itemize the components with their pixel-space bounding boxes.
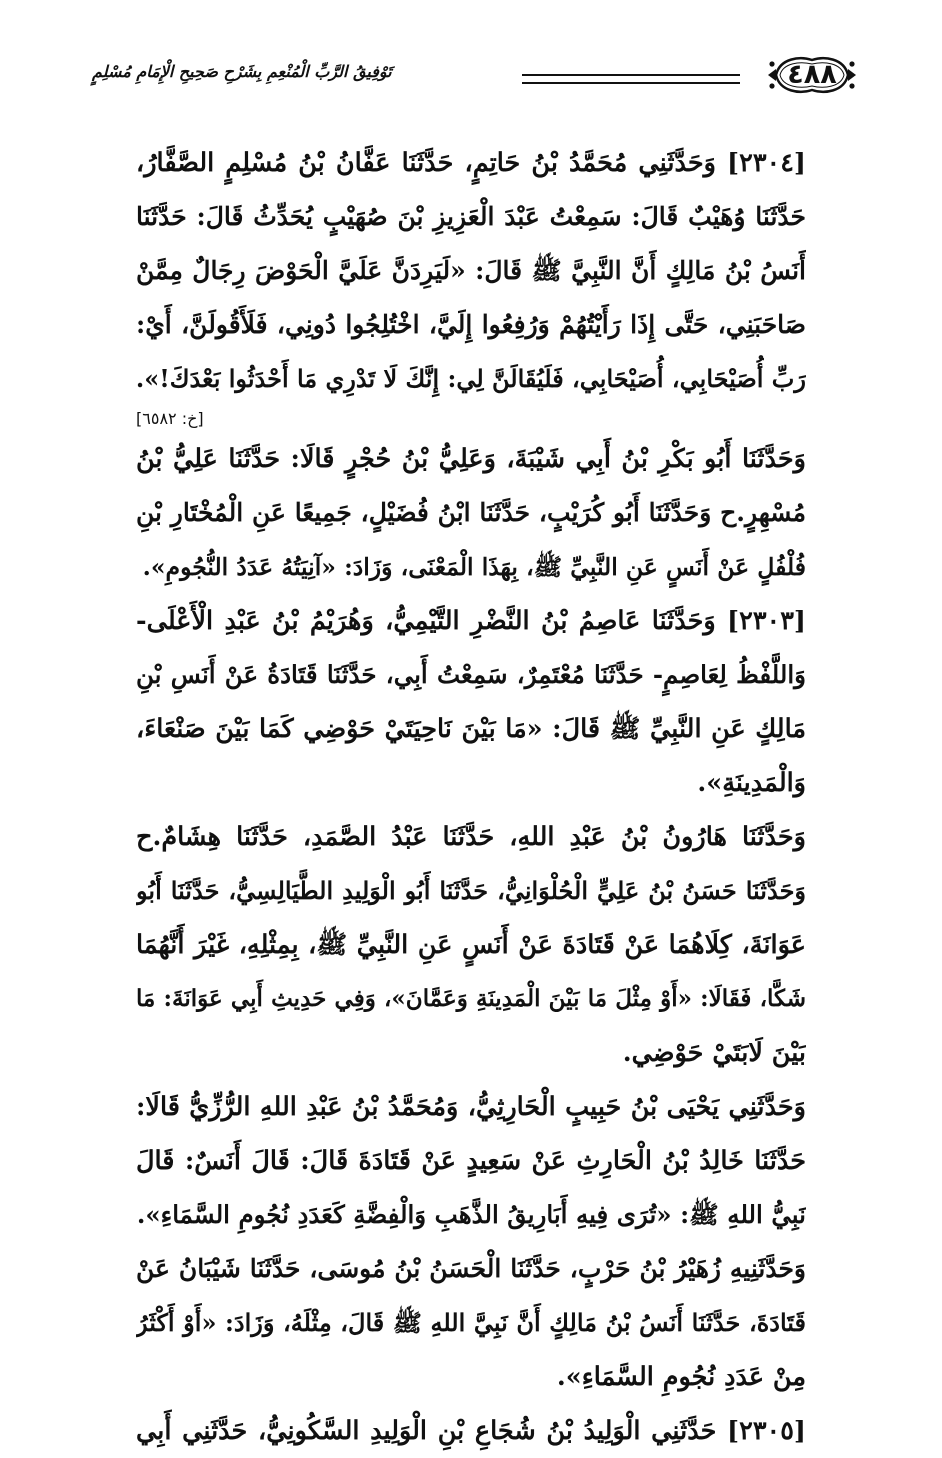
text-line: [٢٣٠٣] وَحَدَّثَنَا عَاصِمُ بْنُ النَّضْرِ التَّيْمِيُّ، وَهُرَيْمُ بْنُ عَبْدِ الْأَعْلَى- [136,606,806,636]
text-line: [٢٣٠٥] حَدَّثَنِي الْوَلِيدُ بْنُ شُجَاعِ بْنِ الْوَلِيدِ السَّكُونِيُّ، حَدَّثَنِي أَبِي [136,1416,806,1446]
text-line: أَنَسُ بْنُ مَالِكٍ أَنَّ النَّبِيَّ ﷺ قَالَ: «لَيَرِدَنَّ عَلَيَّ الْحَوْضَ رِجَالٌ مِمَّنْ [136,256,806,285]
hadith-text [136,136,806,1458]
text-line: وَحَدَّثَنَا أَبُو بَكْرِ بْنُ أَبِي شَيْبَةَ، وَعَلِيُّ بْنُ حُجْرٍ قَالَا: حَدَّثَنَا عَلِيُّ بْنُ [136,444,806,474]
text-line: نَبِيُّ اللهِ ﷺ: «تُرَى فِيهِ أَبَارِيقُ الذَّهَبِ وَالْفِضَّةِ كَعَدَدِ نُجُومِ السَّمَاءِ». [136,1200,806,1229]
reference-note: [خ: ٦٥٨٢] [136,409,204,428]
book-title: تَوْفِيقُ الرَّبِّ الْمُنْعِمِ بِشَرْحِ صَحِيحِ الْإِمَامِ مُسْلِمٍ [92,62,392,81]
text-line: قَتَادَةَ، حَدَّثَنَا أَنَسُ بْنُ مَالِكٍ أَنَّ نَبِيَّ اللهِ ﷺ قَالَ، مِثْلَهُ، وَزَادَ: «أَوْ أَكْثَرُ [136,1308,806,1337]
text-line: عَوَانَةَ، كِلَاهُمَا عَنْ قَتَادَةَ عَنْ أَنَسٍ عَنِ النَّبِيِّ ﷺ، بِمِثْلِهِ، غَيْرَ أَنَّهُمَا [136,930,806,960]
page-header [92,52,858,102]
text-line: شَكَّا، فَقَالَا: «أَوْ مِثْلَ مَا بَيْنَ الْمَدِينَةِ وَعَمَّانَ»، وَفِي حَدِيثِ أَبِي عَوَانَةَ: مَا [136,985,806,1012]
text-line: وَحَدَّثَنَا حَسَنُ بْنُ عَلِيٍّ الْحُلْوَانِيُّ، حَدَّثَنَا أَبُو الْوَلِيدِ الطَّيَالِسِيُّ، حَدَّثَنَا أَبُو [136,876,806,905]
text-line: [٢٣٠٤] وَحَدَّثَنِي مُحَمَّدُ بْنُ حَاتِمٍ، حَدَّثَنَا عَفَّانُ بْنُ مُسْلِمٍ الصَّفَّارُ، [136,148,806,178]
text-line: صَاحَبَنِي، حَتَّى إِذَا رَأَيْتُهُمْ وَرُفِعُوا إِلَيَّ، اخْتُلِجُوا دُونِي، فَلَأَقُولَنَّ، أَيْ: [136,310,806,339]
text-line: وَحَدَّثَنِي يَحْيَى بْنُ حَبِيبٍ الْحَارِثِيُّ، وَمُحَمَّدُ بْنُ عَبْدِ اللهِ الرُّزِّيُّ قَالَا: [136,1092,806,1122]
text-line: فُلْفُلٍ عَنْ أَنَسٍ عَنِ النَّبِيِّ ﷺ، بِهَذَا الْمَعْنَى، وَزَادَ: «آنِيَتُهُ عَدَدُ النُّجُومِ». [142,553,806,581]
text-line: وَاللَّفْظُ لِعَاصِمٍ- حَدَّثَنَا مُعْتَمِرٌ، سَمِعْتُ أَبِي، حَدَّثَنَا قَتَادَةُ عَنْ أَنَسِ بْنِ [136,660,806,689]
text-line: وَحَدَّثَنَا هَارُونُ بْنُ عَبْدِ اللهِ، حَدَّثَنَا عَبْدُ الصَّمَدِ، حَدَّثَنَا هِشَامٌ.ح [136,822,806,852]
text-line: حَدَّثَنَا وُهَيْبٌ قَالَ: سَمِعْتُ عَبْدَ الْعَزِيزِ بْنَ صُهَيْبٍ يُحَدِّثُ قَالَ: حَدَّثَنَا [136,202,806,231]
page-number: ٤٨٨ [787,59,837,90]
text-line: وَحَدَّثَنِيهِ زُهَيْرُ بْنُ حَرْبٍ، حَدَّثَنَا الْحَسَنُ بْنُ مُوسَى، حَدَّثَنَا شَيْبَانُ عَنْ [136,1254,806,1283]
header-rule [522,74,740,84]
page-number-badge [766,52,858,98]
text-line: وَالْمَدِينَةِ». [697,768,806,798]
text-line: مُسْهِرٍ.ح وَحَدَّثَنَا أَبُو كُرَيْبٍ، حَدَّثَنَا ابْنُ فُضَيْلٍ، جَمِيعًا عَنِ الْمُخْتَارِ بْنِ [136,498,806,527]
text-line: مَالِكٍ عَنِ النَّبِيِّ ﷺ قَالَ: «مَا بَيْنَ نَاحِيَتَيْ حَوْضِي كَمَا بَيْنَ صَنْعَاءَ، [136,714,806,744]
text-line: رَبِّ أُصَيْحَابِي، أُصَيْحَابِي، فَلَيُقَالَنَّ لِي: إِنَّكَ لَا تَدْرِي مَا أَحْدَثُوا بَعْدَكَ!». [136,364,806,393]
text-line: حَدَّثَنَا خَالِدُ بْنُ الْحَارِثِ عَنْ سَعِيدٍ عَنْ قَتَادَةَ قَالَ: قَالَ أَنَسٌ: قَالَ [136,1146,806,1176]
text-line: مِنْ عَدَدِ نُجُومِ السَّمَاءِ». [556,1362,806,1392]
text-line: بَيْنَ لَابَتَيْ حَوْضِي. [622,1038,806,1068]
